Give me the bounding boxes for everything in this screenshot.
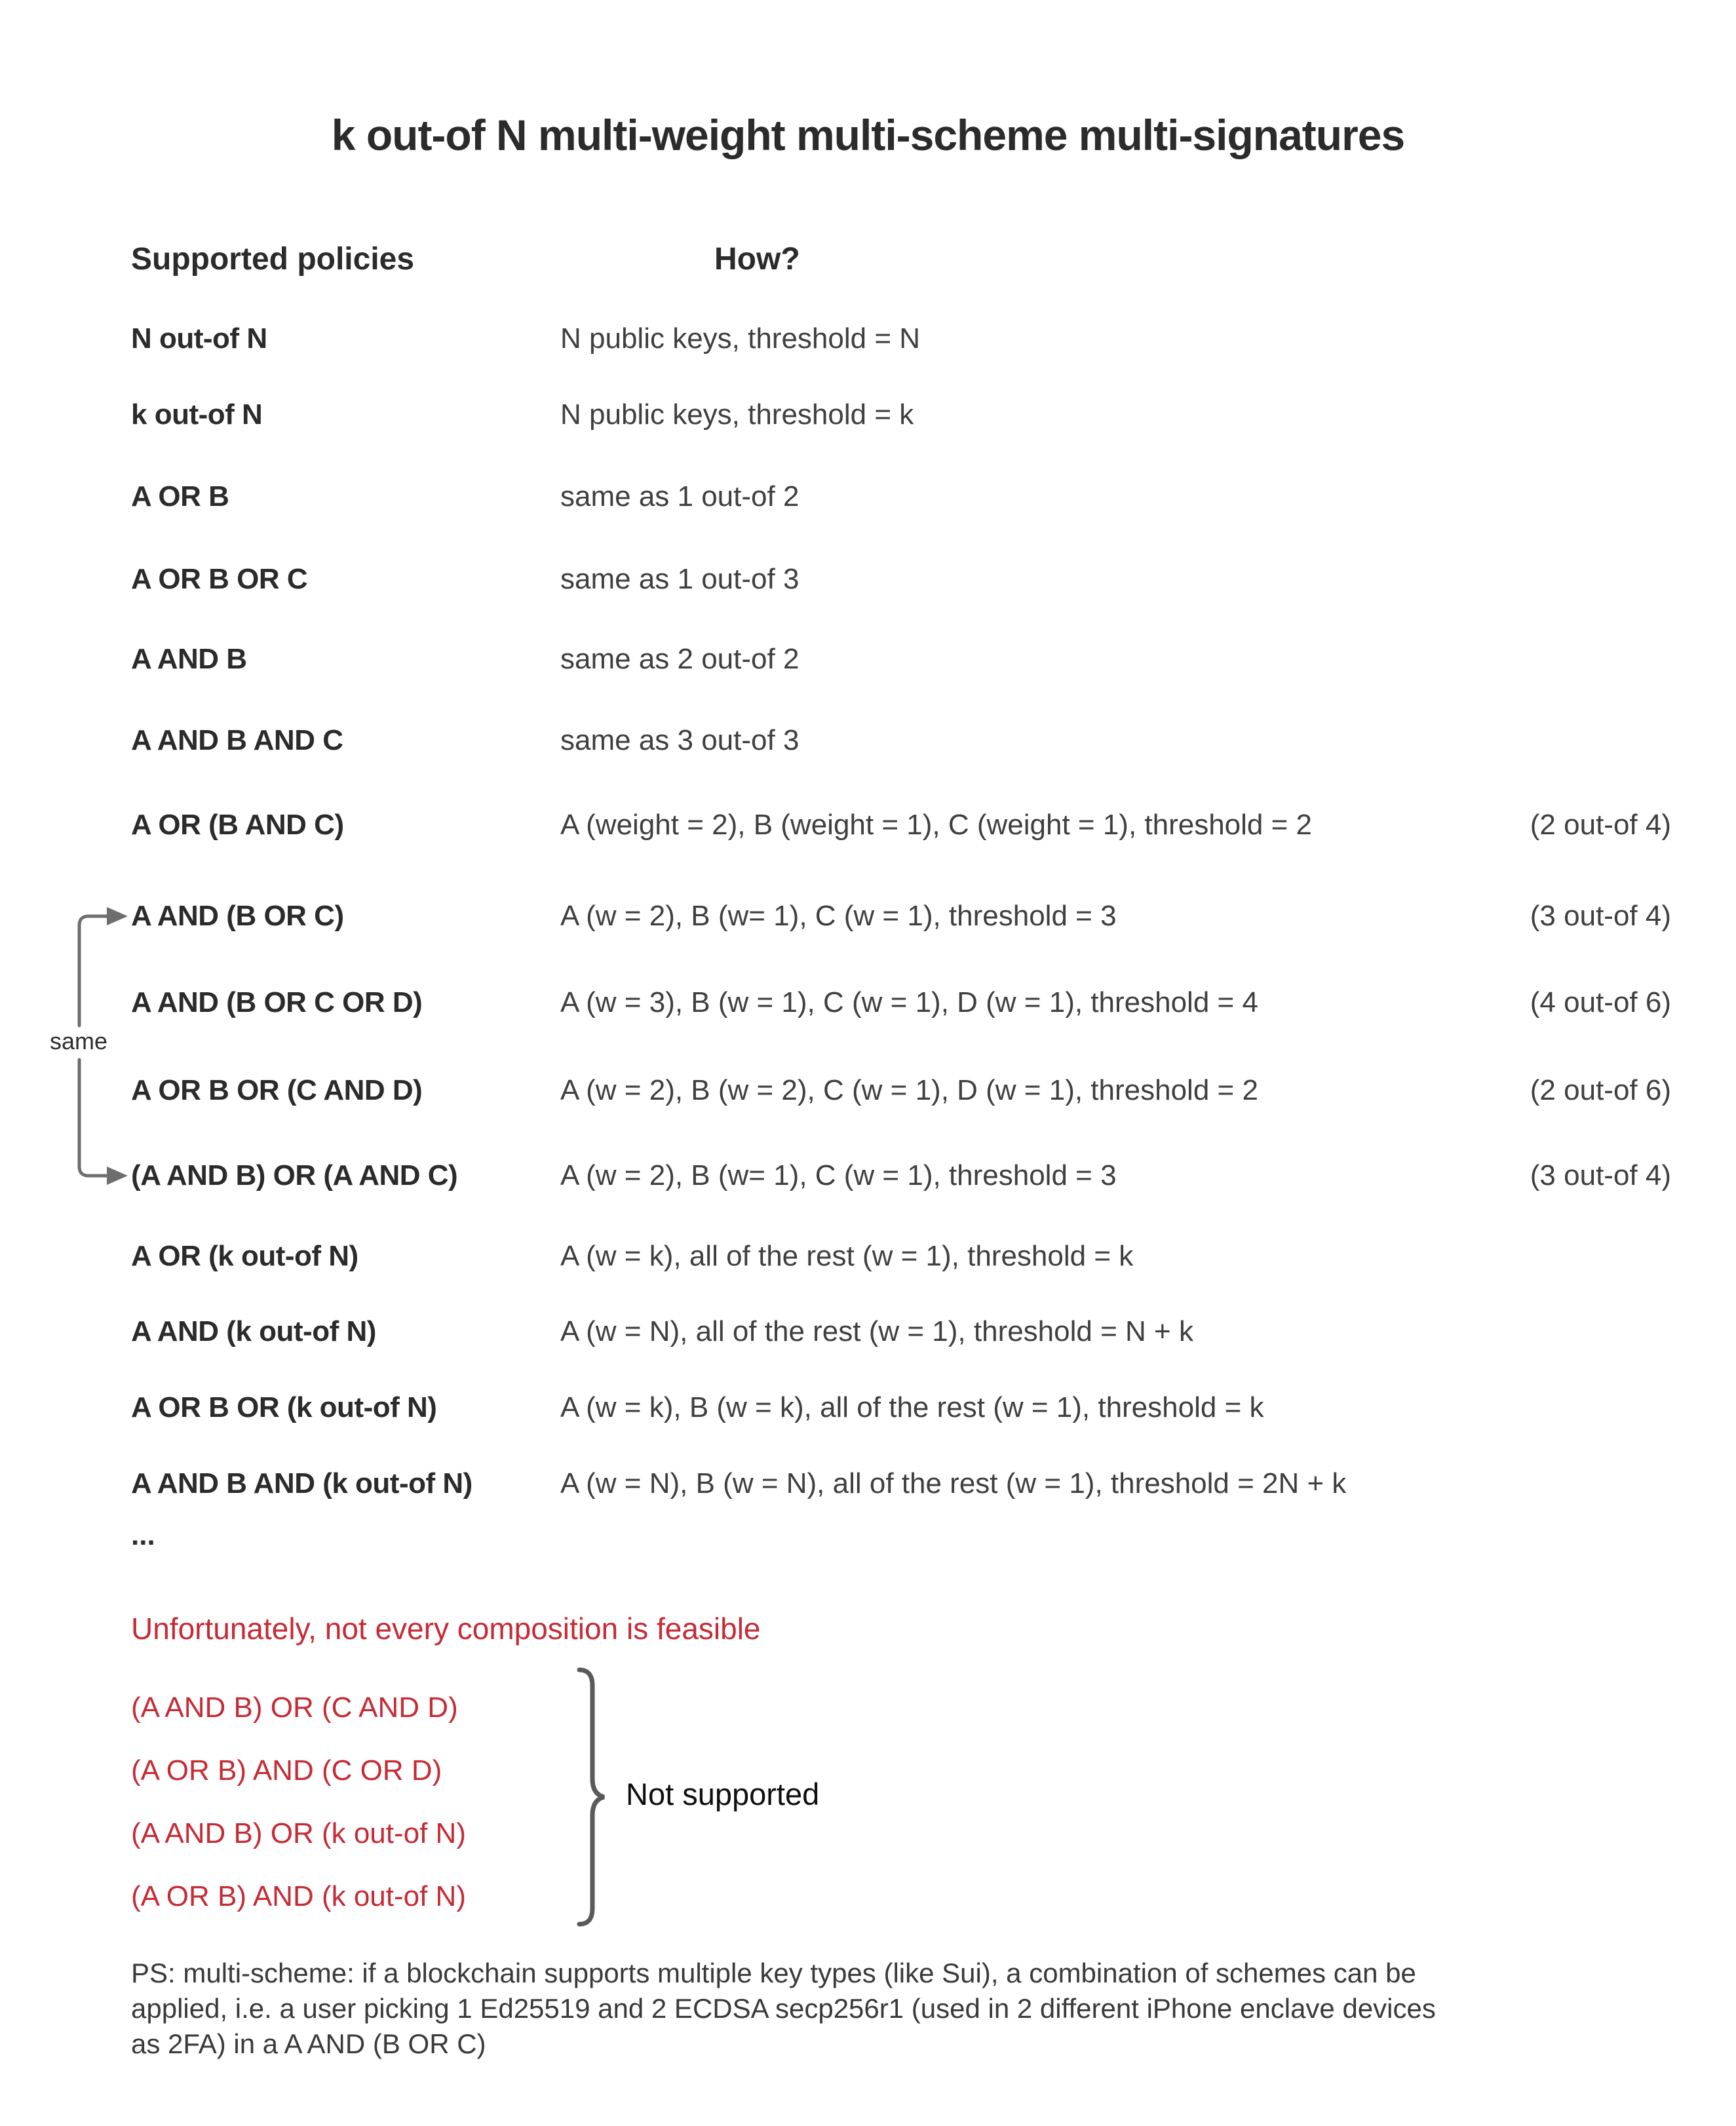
policy-cell: k out-of N bbox=[131, 398, 263, 431]
policy-cell: A AND B AND (k out-of N) bbox=[131, 1467, 473, 1499]
out-of-note: (3 out-of 4) bbox=[1530, 1159, 1671, 1191]
footnote-line: PS: multi-scheme: if a blockchain supports multiple key types (like Sui), a combination of schemes can be bbox=[131, 1958, 1416, 1988]
out-of-note: (3 out-of 4) bbox=[1530, 900, 1671, 932]
page-title: k out-of N multi-weight multi-scheme multi-signatures bbox=[331, 111, 1405, 159]
policy-cell: A AND (B OR C) bbox=[131, 900, 344, 932]
unsupported-item: (A OR B) AND (C OR D) bbox=[131, 1754, 442, 1787]
how-text: A (w = N), B (w = N), all of the rest (w = 1), threshold = 2N + k bbox=[560, 1467, 1347, 1499]
out-of-note: (2 out-of 6) bbox=[1530, 1074, 1671, 1106]
unsupported-item: (A AND B) OR (C AND D) bbox=[131, 1691, 458, 1724]
how-text: A (w = k), all of the rest (w = 1), threshold = k bbox=[560, 1240, 1134, 1272]
unsupported-item: (A OR B) AND (k out-of N) bbox=[131, 1880, 466, 1912]
how-text: A (w = 2), B (w = 2), C (w = 1), D (w = 1), threshold = 2 bbox=[560, 1074, 1258, 1106]
column-header-supported-policies: Supported policies bbox=[131, 242, 415, 277]
policy-cell: (A AND B) OR (A AND C) bbox=[131, 1159, 458, 1191]
how-text: same as 1 out-of 3 bbox=[560, 563, 800, 595]
policy-cell: A AND B AND C bbox=[131, 724, 343, 756]
not-supported-brace-icon bbox=[575, 1666, 609, 1928]
out-of-note: (4 out-of 6) bbox=[1530, 986, 1671, 1018]
more-rows-ellipsis: ... bbox=[131, 1519, 155, 1551]
how-text: A (w = 3), B (w = 1), C (w = 1), D (w = 1), threshold = 4 bbox=[560, 986, 1258, 1018]
how-text: A (w = k), B (w = k), all of the rest (w = 1), threshold = k bbox=[560, 1391, 1264, 1423]
how-text: A (weight = 2), B (weight = 1), C (weight = 1), threshold = 2 bbox=[560, 809, 1313, 841]
not-supported-label: Not supported bbox=[626, 1777, 820, 1811]
how-text: same as 1 out-of 2 bbox=[560, 480, 800, 512]
how-text: A (w = 2), B (w= 1), C (w = 1), threshold = 3 bbox=[560, 900, 1117, 932]
policy-cell: A AND B bbox=[131, 643, 247, 675]
footnote-line: applied, i.e. a user picking 1 Ed25519 and 2 ECDSA secp256r1 (used in 2 different iPhone enclave devices bbox=[131, 1993, 1436, 2024]
footnote-line: as 2FA) in a A AND (B OR C) bbox=[131, 2028, 486, 2059]
policy-cell: A OR B OR C bbox=[131, 563, 308, 595]
how-text: A (w = 2), B (w= 1), C (w = 1), threshold = 3 bbox=[560, 1159, 1117, 1191]
policy-cell: A OR B OR (k out-of N) bbox=[131, 1391, 437, 1423]
policy-cell: A OR B OR (C AND D) bbox=[131, 1074, 423, 1106]
same-connector-label: same bbox=[49, 1028, 108, 1054]
policy-cell: A AND (k out-of N) bbox=[131, 1315, 376, 1347]
out-of-note: (2 out-of 4) bbox=[1530, 809, 1671, 841]
how-text: A (w = N), all of the rest (w = 1), threshold = N + k bbox=[560, 1315, 1193, 1347]
policy-cell: A OR (B AND C) bbox=[131, 809, 344, 841]
policy-cell: A AND (B OR C OR D) bbox=[131, 986, 423, 1018]
how-text: same as 2 out-of 2 bbox=[560, 643, 800, 675]
how-text: N public keys, threshold = k bbox=[560, 398, 914, 431]
how-text: same as 3 out-of 3 bbox=[560, 724, 800, 756]
footnote bbox=[131, 1956, 1436, 2062]
policy-cell: A OR B bbox=[131, 480, 229, 512]
unsupported-heading: Unfortunately, not every composition is feasible bbox=[131, 1612, 761, 1646]
policy-cell: N out-of N bbox=[131, 322, 267, 355]
column-header-how: How? bbox=[714, 242, 800, 277]
policy-cell: A OR (k out-of N) bbox=[131, 1240, 358, 1272]
how-text: N public keys, threshold = N bbox=[560, 322, 921, 355]
unsupported-item: (A AND B) OR (k out-of N) bbox=[131, 1817, 466, 1849]
